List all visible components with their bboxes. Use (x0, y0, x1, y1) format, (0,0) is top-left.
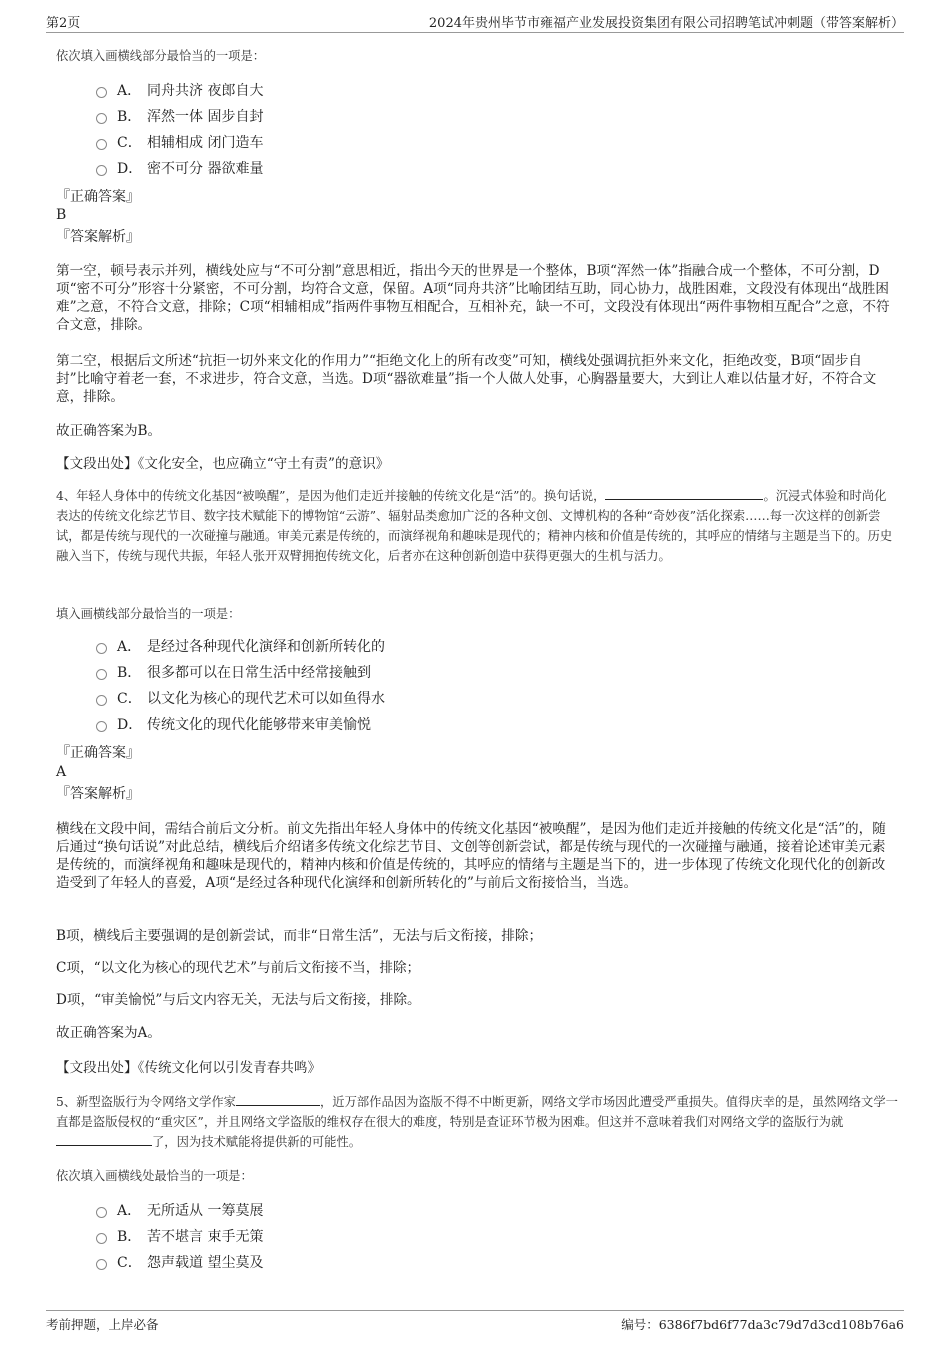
radio-button[interactable] (96, 165, 107, 176)
q5-options (96, 1198, 263, 1276)
option-b[interactable]: B． 浑然一体 固步自封 (96, 104, 263, 130)
q3-options (96, 78, 263, 182)
analysis-paragraph: C项，“以文化为核心的现代艺术”与前后文衔接不当，排除； (56, 960, 421, 976)
radio-button[interactable] (96, 1207, 107, 1218)
q4-stem: 4、年轻人身体中的传统文化基因“被唤醒”，是因为他们走近并接触的传统文化是“活”的。换句话说， 。沉浸式体验和时尚化表达的传统文化综艺节目、数字技术赋能下的博物馆“云游”、辐射品类愈加广泛的各种文创、文博机构的各种“奇妙夜”活化探索……每一次这样的创新尝试，都是传统与现代的一次碰撞与融通。审美元素是传统的，而演绎视角和趣味是现代的；精神内核和价值是传统的，其呼应的情绪与主题是当下的。历史融入当下，传统与现代共振，年轻人张开双臂拥抱传统文化，后者亦在这种创新创造中获得更强大的生机与活力。 (56, 489, 893, 563)
blank-line (56, 1133, 152, 1146)
option-c[interactable]: C． 相辅相成 闭门造车 (96, 130, 263, 156)
answer-label: 『正确答案』 (56, 189, 140, 205)
option-a[interactable]: A． 是经过各种现代化演绎和创新所转化的 (96, 634, 385, 660)
analysis-paragraph: 横线在文段中间，需结合前后文分析。前文先指出年轻人身体中的传统文化基因“被唤醒”，是因为他们走近并接触的传统文化是“活”的，随后通过“换句话说”对此总结，横线后介绍诸多传统文化综艺节目、文创等创新尝试，都是传统与现代的一次碰撞与融通，接着论述审美元素是传统的，而演绎视角和趣味是现代的，精神内核和价值是传统的，其呼应的情绪与主题是当下的，进一步体现了传统文化现代化的创新改造受到了年轻人的喜爱，A项“是经过各种现代化演绎和创新所转化的”与前后文衔接恰当，当选。 (56, 821, 886, 891)
blank-line (605, 487, 763, 500)
option-c[interactable]: C． 怨声载道 望尘莫及 (96, 1250, 263, 1276)
analysis-paragraph: B项，横线后主要强调的是创新尝试，而非“日常生活”，无法与后文衔接，排除； (56, 928, 543, 944)
answer-label: 『正确答案』 (56, 745, 140, 761)
answer-value: A (56, 764, 67, 780)
radio-button[interactable] (96, 113, 107, 124)
radio-button[interactable] (96, 695, 107, 706)
option-d[interactable]: D． 传统文化的现代化能够带来审美愉悦 (96, 712, 385, 738)
q3-prompt: 依次填入画横线部分最恰当的一项是： (56, 49, 266, 63)
document-id: 编号：6386f7bd6f77da3c79d7d3cd108b76a6 (621, 1317, 904, 1332)
radio-button[interactable] (96, 1259, 107, 1270)
q5-prompt: 依次填入画横线处最恰当的一项是： (56, 1169, 253, 1183)
analysis-conclusion: 故正确答案为A。 (56, 1025, 161, 1041)
blank-line (236, 1093, 320, 1106)
option-b[interactable]: B． 苦不堪言 束手无策 (96, 1224, 263, 1250)
analysis-paragraph: D项，“审美愉悦”与后文内容无关，无法与后文衔接，排除。 (56, 992, 421, 1008)
option-a[interactable]: A． 同舟共济 夜郎自大 (96, 78, 263, 104)
radio-button[interactable] (96, 669, 107, 680)
page-number: 第2页 (46, 16, 81, 31)
document-title: 2024年贵州毕节市雍福产业发展投资集团有限公司招聘笔试冲刺题（带答案解析） (428, 16, 904, 31)
page-footer (46, 1310, 904, 1333)
q5-stem: 5、新型盗版行为令网络文学作家 ，近万部作品因为盗版不得不中断更新，网络文学市场因此遭受严重损失。值得庆幸的是，虽然网络文学一直都是盗版侵权的“重灾区”，并且网络文学盗版的维权存在很大的难度，特别是查证环节极为困难。但这并不意味着我们对网络文学的盗版行为就了，因为技术赋能将提供新的可能性。 (56, 1095, 898, 1149)
option-d[interactable]: D． 密不可分 器欲难量 (96, 156, 263, 182)
radio-button[interactable] (96, 1233, 107, 1244)
answer-value: B (56, 207, 67, 223)
page-header (46, 10, 904, 33)
source-citation: 【文段出处】《传统文化何以引发青春共鸣》 (56, 1060, 322, 1076)
analysis-paragraph: 第一空，顿号表示并列，横线处应与“不可分割”意思相近，指出今天的世界是一个整体，B项“浑然一体”指融合成一个整体，不可分割，D项“密不可分”形容十分紧密，不可分割，均符合文意，保留。A项“同舟共济”比喻团结互助，同心协力，战胜困难，文段没有体现出“战胜困难”之意，不符合文意，排除；C项“相辅相成”指两件事物互相配合，互相补充，缺一不可，文段没有体现出“两件事物相互配合”之意，不符合文意，排除。 (56, 263, 890, 333)
q4-options (96, 634, 385, 738)
option-b[interactable]: B． 很多都可以在日常生活中经常接触到 (96, 660, 385, 686)
radio-button[interactable] (96, 643, 107, 654)
radio-button[interactable] (96, 721, 107, 732)
option-a[interactable]: A． 无所适从 一筹莫展 (96, 1198, 263, 1224)
analysis-conclusion: 故正确答案为B。 (56, 423, 162, 439)
analysis-paragraph: 第二空，根据后文所述“抗拒一切外来文化的作用力”“拒绝文化上的所有改变”可知，横线处强调抗拒外来文化，拒绝改变，B项“固步自封”比喻守着老一套，不求进步，符合文意，当选。D项“器欲难量”指一个人做人处事，心胸器量要大，大到让人难以估量才好，不符合文意，排除。 (56, 353, 877, 405)
radio-button[interactable] (96, 87, 107, 98)
q4-prompt: 填入画横线部分最恰当的一项是： (56, 607, 241, 621)
footer-slogan: 考前押题，上岸必备 (46, 1317, 159, 1332)
source-citation: 【文段出处】《文化安全，也应确立“守土有责”的意识》 (56, 456, 390, 472)
analysis-label: 『答案解析』 (56, 229, 140, 245)
analysis-label: 『答案解析』 (56, 786, 140, 802)
option-c[interactable]: C． 以文化为核心的现代艺术可以如鱼得水 (96, 686, 385, 712)
radio-button[interactable] (96, 139, 107, 150)
